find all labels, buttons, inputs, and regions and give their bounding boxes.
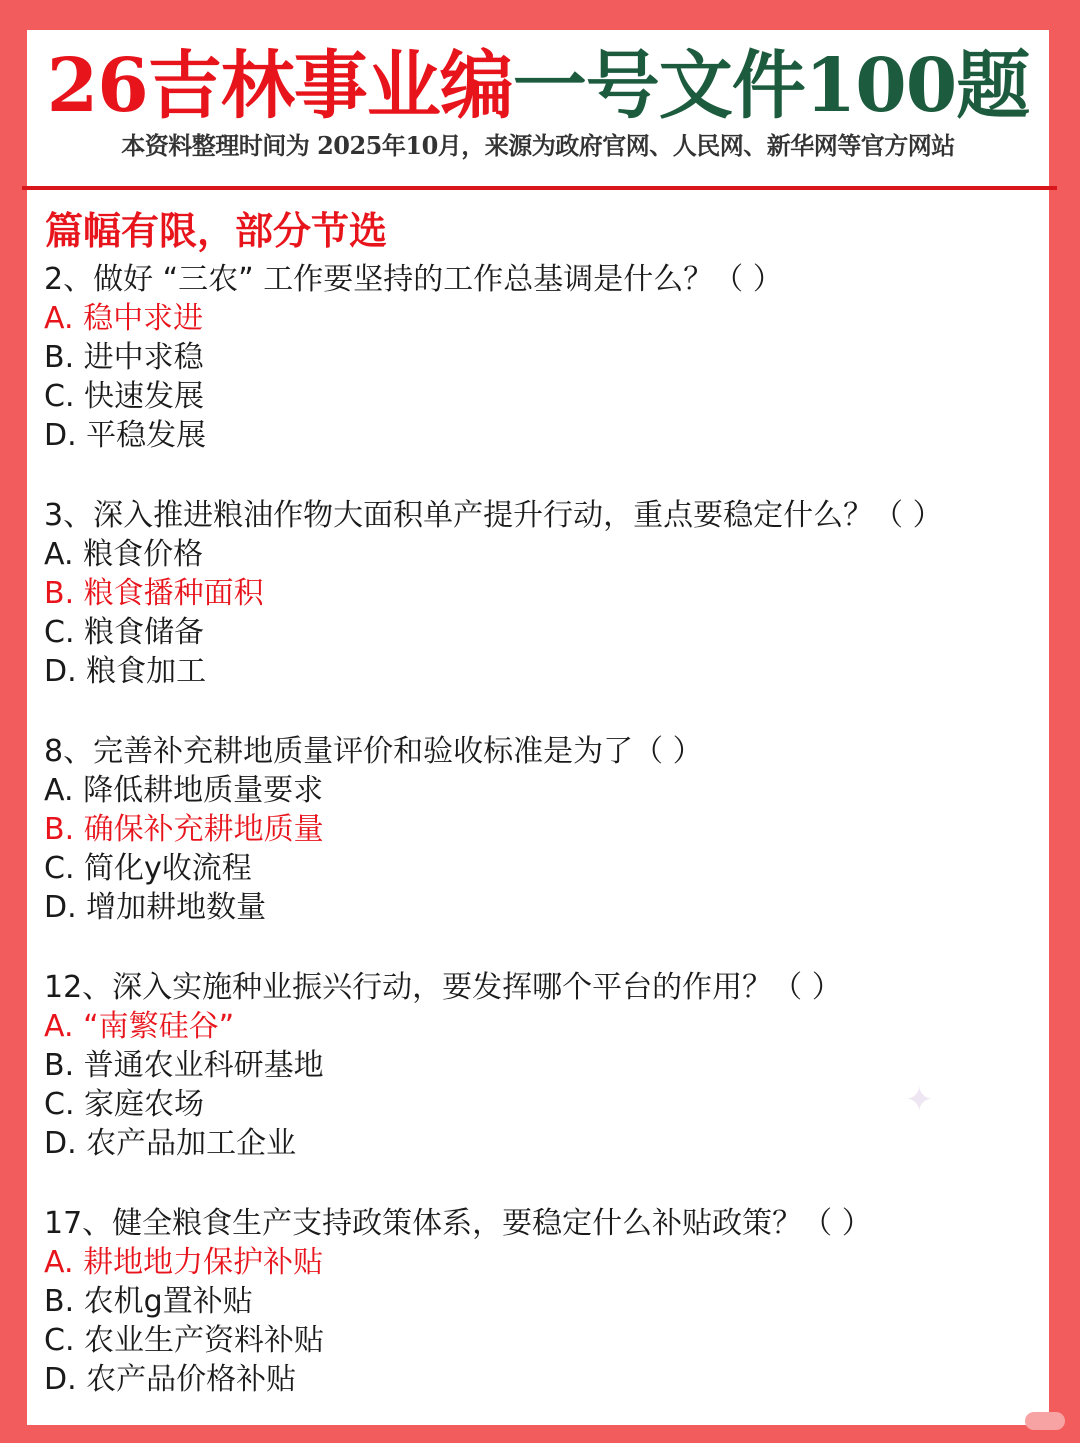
page-subtitle: 本资料整理时间为 2025年10月，来源为政府官网、人民网、新华网等官方网站 (121, 131, 955, 160)
option-a: A. 降低耕地质量要求 (44, 773, 324, 808)
option-d: D. 粮食加工 (44, 654, 207, 689)
question-text: 3、深入推进粮油作物大面积单产提升行动，重点要稳定什么？（ ） (44, 498, 943, 533)
page-title (27, 44, 1049, 128)
option-c: C. 简化y收流程 (44, 851, 252, 886)
option-d: D. 平稳发展 (44, 418, 207, 453)
document-card (27, 30, 1049, 1425)
option-c: C. 家庭农场 (44, 1087, 205, 1122)
corner-watermark (1025, 1412, 1065, 1430)
question-item (44, 260, 1034, 496)
question-list (44, 260, 1034, 1440)
question-item (44, 968, 1034, 1204)
question-item (44, 732, 1034, 968)
option-b-correct: B. 粮食播种面积 (44, 576, 264, 611)
option-d: D. 农产品价格补贴 (44, 1362, 297, 1397)
option-b: B. 进中求稳 (44, 340, 204, 375)
option-a-correct: A. 耕地地力保护补贴 (44, 1245, 324, 1280)
option-a-correct: A. “南繁硅谷” (44, 1009, 235, 1044)
question-text: 8、完善补充耕地质量评价和验收标准是为了（ ） (44, 734, 703, 769)
header-divider (22, 186, 1057, 190)
option-c: C. 农业生产资料补贴 (44, 1323, 325, 1358)
option-d: D. 增加耕地数量 (44, 890, 267, 925)
option-c: C. 粮食储备 (44, 615, 205, 650)
question-item (44, 496, 1034, 732)
title-part-red: 26吉林事业编 (46, 43, 513, 129)
option-a: A. 粮食价格 (44, 537, 204, 572)
question-text: 17、健全粮食生产支持政策体系，要稳定什么补贴政策？（ ） (44, 1206, 872, 1241)
option-b-correct: B. 确保补充耕地质量 (44, 812, 324, 847)
option-d: D. 农产品加工企业 (44, 1126, 297, 1161)
question-text: 2、做好 “三农” 工作要坚持的工作总基调是什么？（ ） (44, 262, 783, 297)
question-text: 12、深入实施种业振兴行动，要发挥哪个平台的作用？（ ） (44, 970, 842, 1005)
question-item (44, 1204, 1034, 1440)
title-part-green: 一号文件100题 (512, 43, 1030, 129)
option-b: B. 普通农业科研基地 (44, 1048, 324, 1083)
excerpt-note: 篇幅有限，部分节选 (45, 209, 388, 253)
option-a-correct: A. 稳中求进 (44, 301, 204, 336)
option-b: B. 农机g置补贴 (44, 1284, 253, 1319)
sparkle-icon: ✦ (905, 1080, 934, 1120)
option-c: C. 快速发展 (44, 379, 205, 414)
